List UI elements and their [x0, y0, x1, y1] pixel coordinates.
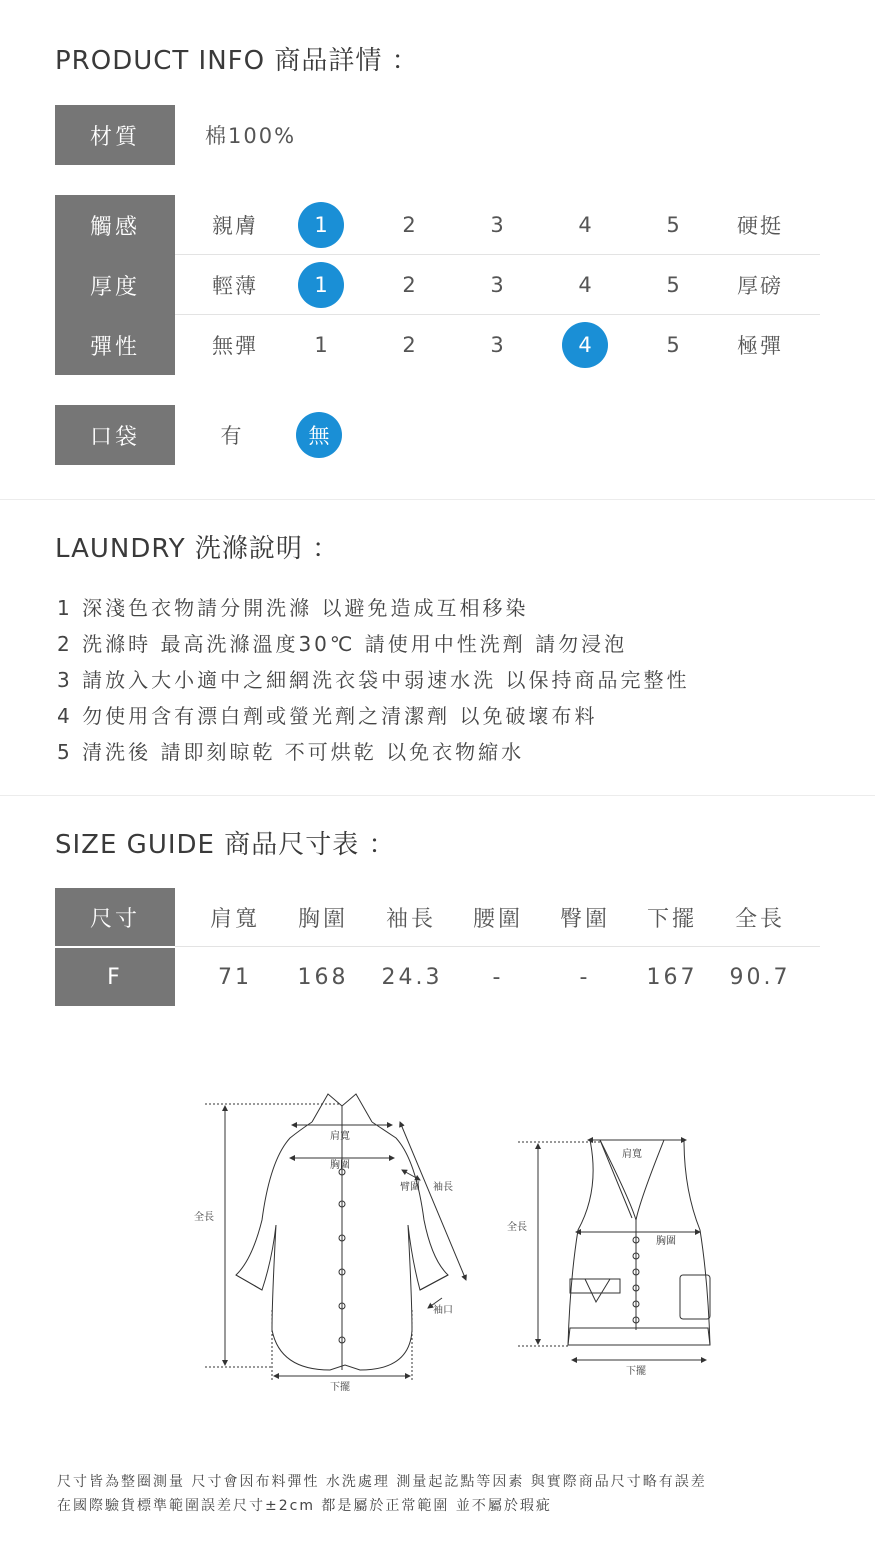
size-value: 71 — [218, 964, 252, 990]
measurement-diagram — [0, 1080, 875, 1400]
size-value: 167 — [646, 964, 698, 990]
vest-measure-lines — [518, 1140, 706, 1360]
size-value: 168 — [297, 964, 349, 990]
scale-value: 3 — [490, 213, 504, 237]
shirt-label-arm: 臂圍 — [400, 1182, 420, 1193]
size-value: - — [579, 964, 591, 990]
row-divider — [175, 946, 820, 947]
scale-value: 2 — [402, 333, 416, 357]
shirt-label-length: 全長 — [194, 1212, 214, 1223]
shirt-label-chest: 胸圍 — [330, 1160, 350, 1171]
footnote-line: 在國際驗貨標準範圍誤差尺寸±2cm 都是屬於正常範圍 並不屬於瑕疵 — [57, 1498, 552, 1514]
scale-high-label: 厚磅 — [737, 274, 783, 298]
divider — [0, 795, 875, 796]
scale-value: 1 — [298, 202, 344, 248]
scale-low-label: 親膚 — [212, 214, 258, 238]
scale-value: 4 — [578, 213, 592, 237]
scale-high-label: 硬挺 — [737, 214, 783, 238]
size-column-header: 全長 — [734, 906, 785, 932]
scale-value: 3 — [490, 273, 504, 297]
shirt-label-cuff: 袖口 — [433, 1305, 453, 1316]
laundry-line: 1 深淺色衣物請分開洗滌 以避免造成互相移染 — [57, 596, 529, 620]
pocket-tag: 口袋 — [55, 405, 175, 465]
laundry-line: 3 請放入大小適中之細網洗衣袋中弱速水洗 以保持商品完整性 — [57, 668, 690, 692]
pocket-option-no: 無 — [296, 412, 342, 458]
product-info-title: PRODUCT INFO 商品詳情 ： — [55, 46, 419, 76]
scale-tag: 觸感 — [55, 195, 175, 255]
size-value: 90.7 — [729, 964, 791, 990]
vest-label-chest: 胸圍 — [656, 1236, 676, 1247]
scale-value: 2 — [402, 213, 416, 237]
scale-value: 1 — [298, 262, 344, 308]
size-value: 24.3 — [381, 964, 443, 990]
scale-low-label: 輕薄 — [212, 274, 258, 298]
row-divider — [175, 314, 820, 315]
divider — [0, 499, 875, 500]
shirt-label-sleeve: 袖長 — [433, 1182, 453, 1193]
scale-high-label: 極彈 — [737, 334, 783, 358]
row-divider — [175, 254, 820, 255]
material-tag: 材質 — [55, 105, 175, 165]
pocket-option-yes: 有 — [220, 424, 242, 448]
shirt-measure-lines — [205, 1104, 466, 1380]
scale-value: 2 — [402, 273, 416, 297]
vest-label-length: 全長 — [507, 1222, 527, 1233]
shirt-label-shoulder: 肩寬 — [330, 1131, 350, 1142]
laundry-line: 5 清洗後 請即刻晾乾 不可烘乾 以免衣物縮水 — [57, 740, 525, 764]
shirt-label-hem: 下擺 — [330, 1382, 350, 1393]
vest-label-shoulder: 肩寬 — [622, 1149, 642, 1160]
vest-label-hem: 下擺 — [626, 1366, 646, 1377]
laundry-title: LAUNDRY 洗滌說明 ： — [55, 534, 340, 564]
size-value: - — [492, 964, 504, 990]
size-column-header: 肩寬 — [209, 906, 260, 932]
scale-value: 3 — [490, 333, 504, 357]
size-column-header: 腰圍 — [472, 906, 523, 932]
size-header-tag: 尺寸 — [55, 888, 175, 946]
scale-value: 1 — [314, 333, 328, 357]
size-column-header: 胸圍 — [297, 906, 348, 932]
scale-value: 5 — [666, 273, 680, 297]
size-column-header: 臀圍 — [559, 906, 610, 932]
laundry-line: 2 洗滌時 最高洗滌溫度30℃ 請使用中性洗劑 請勿浸泡 — [57, 632, 628, 656]
size-column-header: 袖長 — [385, 906, 436, 932]
scale-value: 5 — [666, 333, 680, 357]
scale-tag: 彈性 — [55, 315, 175, 375]
scale-value: 5 — [666, 213, 680, 237]
scale-low-label: 無彈 — [212, 334, 258, 358]
scale-tag: 厚度 — [55, 255, 175, 315]
size-column-header: 下擺 — [646, 906, 697, 932]
vest-illustration — [568, 1140, 710, 1345]
laundry-line: 4 勿使用含有漂白劑或螢光劑之清潔劑 以免破壞布料 — [57, 704, 598, 728]
footnote-line: 尺寸皆為整圈測量 尺寸會因布料彈性 水洗處理 測量起訖點等因素 與實際商品尺寸略有誤差 — [57, 1474, 707, 1490]
size-row-tag: F — [55, 948, 175, 1006]
scale-value: 4 — [578, 273, 592, 297]
size-guide-title: SIZE GUIDE 商品尺寸表 ： — [55, 830, 396, 860]
scale-value: 4 — [562, 322, 608, 368]
material-value: 棉100% — [205, 124, 297, 148]
